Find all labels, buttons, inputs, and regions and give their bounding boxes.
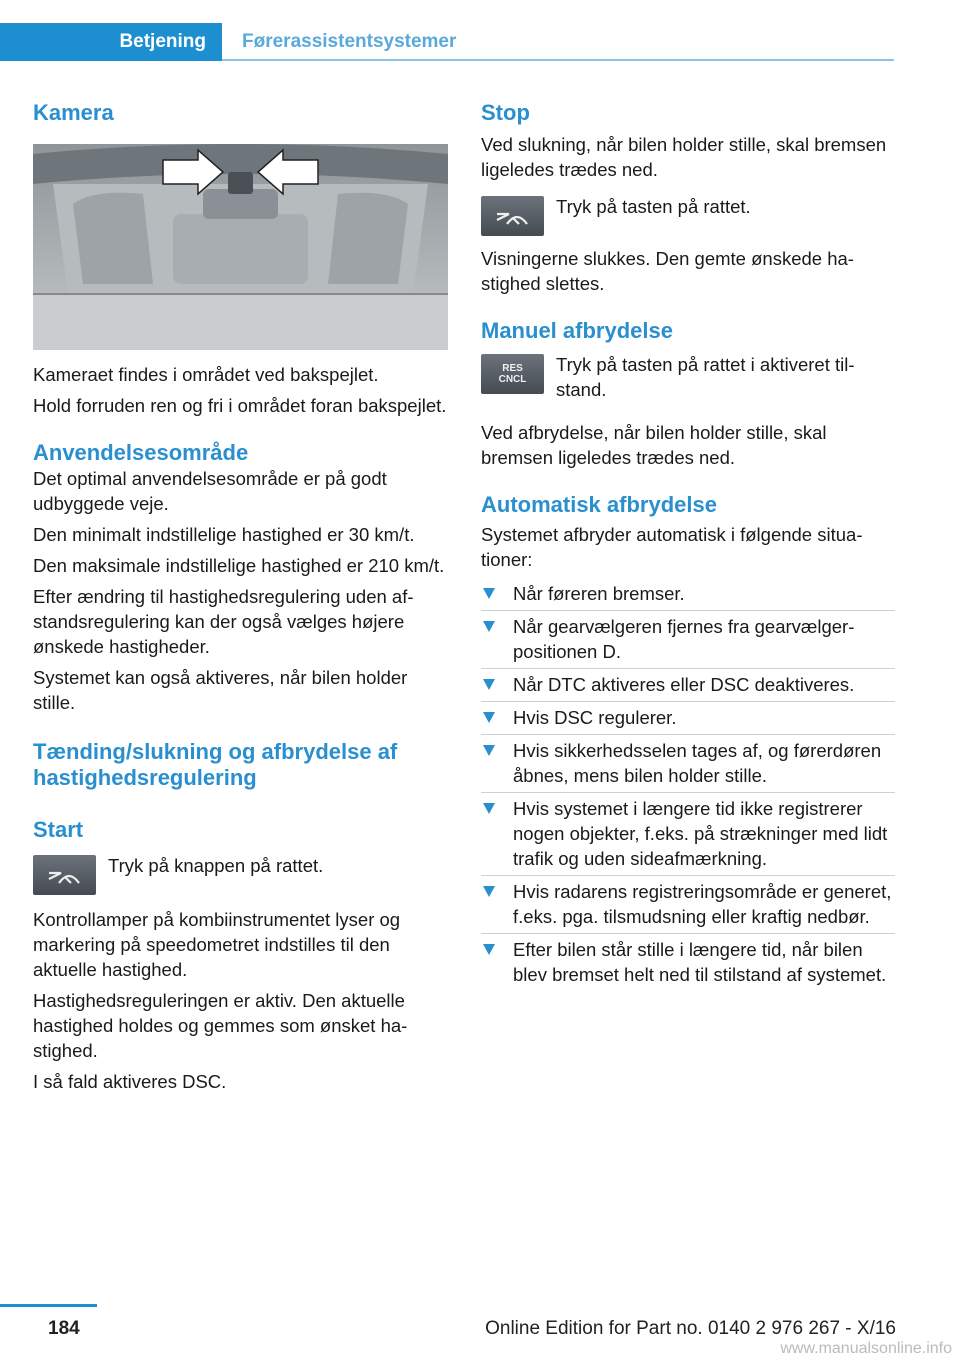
watermark[interactable]: www.manualsonline.info [780, 1340, 952, 1357]
footer-divider [0, 1304, 97, 1307]
cruise-control-button-icon [33, 855, 96, 895]
anv-text-5: Systemet kan også aktiveres, når bilen holder stille. [33, 667, 408, 713]
triangle-bullet-icon [483, 712, 495, 723]
start-icon-text: Tryk på knappen på rattet. [108, 855, 324, 876]
triangle-bullet-icon [483, 679, 495, 690]
manuel-text-1: Ved afbrydelse, når bilen holder stille, skal bremsen ligeledes trædes ned. [481, 422, 827, 468]
cruise-control-button-icon [481, 196, 544, 236]
start-instruction [33, 855, 449, 895]
res-cncl-button-icon [481, 354, 544, 394]
heading-manuel-afbrydelse: Manuel afbrydelse [481, 318, 673, 343]
camera-interior-photo [33, 144, 448, 350]
tab-betjening[interactable]: Betjening [0, 23, 222, 61]
list-item: Når føreren bremser. [481, 578, 895, 610]
triangle-bullet-icon [483, 621, 495, 632]
page-number: 184 [48, 1318, 80, 1339]
kamera-text-2: Hold forruden ren og fri i området foran bakspejlet. [33, 395, 447, 416]
header-divider [222, 59, 894, 61]
triangle-bullet-icon [483, 944, 495, 955]
start-text-1: Kontrollamper på kombiinstrumentet lyser og markering på speedometret indstilles til den aktuelle hastighed. [33, 909, 401, 980]
list-item: Når DTC aktiveres eller DSC deaktiveres. [481, 668, 895, 701]
edition-text: Online Edition for Part no. 0140 2 976 267 - X/16 [485, 1318, 896, 1339]
heading-automatisk-afbrydelse: Automatisk afbrydelse [481, 492, 717, 517]
cncl-label: CNCL [498, 374, 527, 385]
triangle-bullet-icon [483, 886, 495, 897]
heading-taending: Tænding/slukning og afbrydelse af hastighedsregulering [33, 739, 398, 790]
list-item: Hvis systemet i længere tid ikke registrerer nogen objekter, f.eks. på strækninger med lidt trafik og uden sideafmærkning. [481, 792, 895, 875]
heading-anvendelsesomrade: Anvendelsesområde [33, 440, 249, 465]
list-item: Efter bilen står stille i længere tid, når bilen blev bremset helt ned til stilstand af systemet. [481, 933, 895, 991]
stop-icon-text: Tryk på tasten på rattet. [556, 196, 751, 217]
list-item: Hvis sikkerhedsselen tages af, og førerdøren åbnes, mens bilen holder stille. [481, 734, 895, 792]
page-header [0, 0, 960, 64]
start-text-3: I så fald aktiveres DSC. [33, 1071, 227, 1092]
heading-kamera: Kamera [33, 100, 114, 125]
auto-text-1: Systemet afbryder automatisk i følgende situationer: [481, 524, 863, 570]
stop-text-2: Visningerne slukkes. Den gemte ønskede hastighed slettes. [481, 248, 854, 294]
start-text-2: Hastighedsreguleringen er aktiv. Den aktuelle hastighed holdes og gemmes som ønsket hastighed. [33, 990, 408, 1061]
kamera-text-1: Kameraet findes i området ved bakspejlet. [33, 364, 379, 385]
anv-text-4: Efter ændring til hastighedsregulering uden afstandsregulering kan der også vælges højere ønskede hastigheder. [33, 586, 414, 657]
left-column [33, 100, 449, 1100]
stop-instruction [481, 196, 895, 236]
tab-forerassistentsystemer[interactable]: Førerassistentsystemer [242, 31, 457, 52]
list-item: Når gearvælgeren fjernes fra gearvælgerpositionen D. [481, 610, 895, 668]
right-column [481, 100, 895, 991]
anv-text-2: Den minimalt indstillelige hastighed er 30 km/t. [33, 524, 415, 545]
list-item: Hvis radarens registreringsområde er generet, f.eks. pga. tilsmudsning eller kraftig nedbør. [481, 875, 895, 933]
anv-text-1: Det optimal anvendelsesområde er på godt udbyggede veje. [33, 468, 387, 514]
anv-text-3: Den maksimale indstillelige hastighed er 210 km/t. [33, 555, 445, 576]
manuel-instruction [481, 354, 895, 408]
triangle-bullet-icon [483, 803, 495, 814]
heading-start: Start [33, 817, 84, 842]
list-item: Hvis DSC regulerer. [481, 701, 895, 734]
heading-stop: Stop [481, 100, 530, 125]
res-label: RES [502, 363, 523, 374]
stop-text-1: Ved slukning, når bilen holder stille, skal bremsen ligeledes trædes ned. [481, 134, 887, 180]
auto-conditions-list [481, 578, 895, 991]
triangle-bullet-icon [483, 745, 495, 756]
manuel-icon-text: Tryk på tasten på rattet i aktiveret tilstand. [556, 354, 855, 400]
triangle-bullet-icon [483, 588, 495, 599]
